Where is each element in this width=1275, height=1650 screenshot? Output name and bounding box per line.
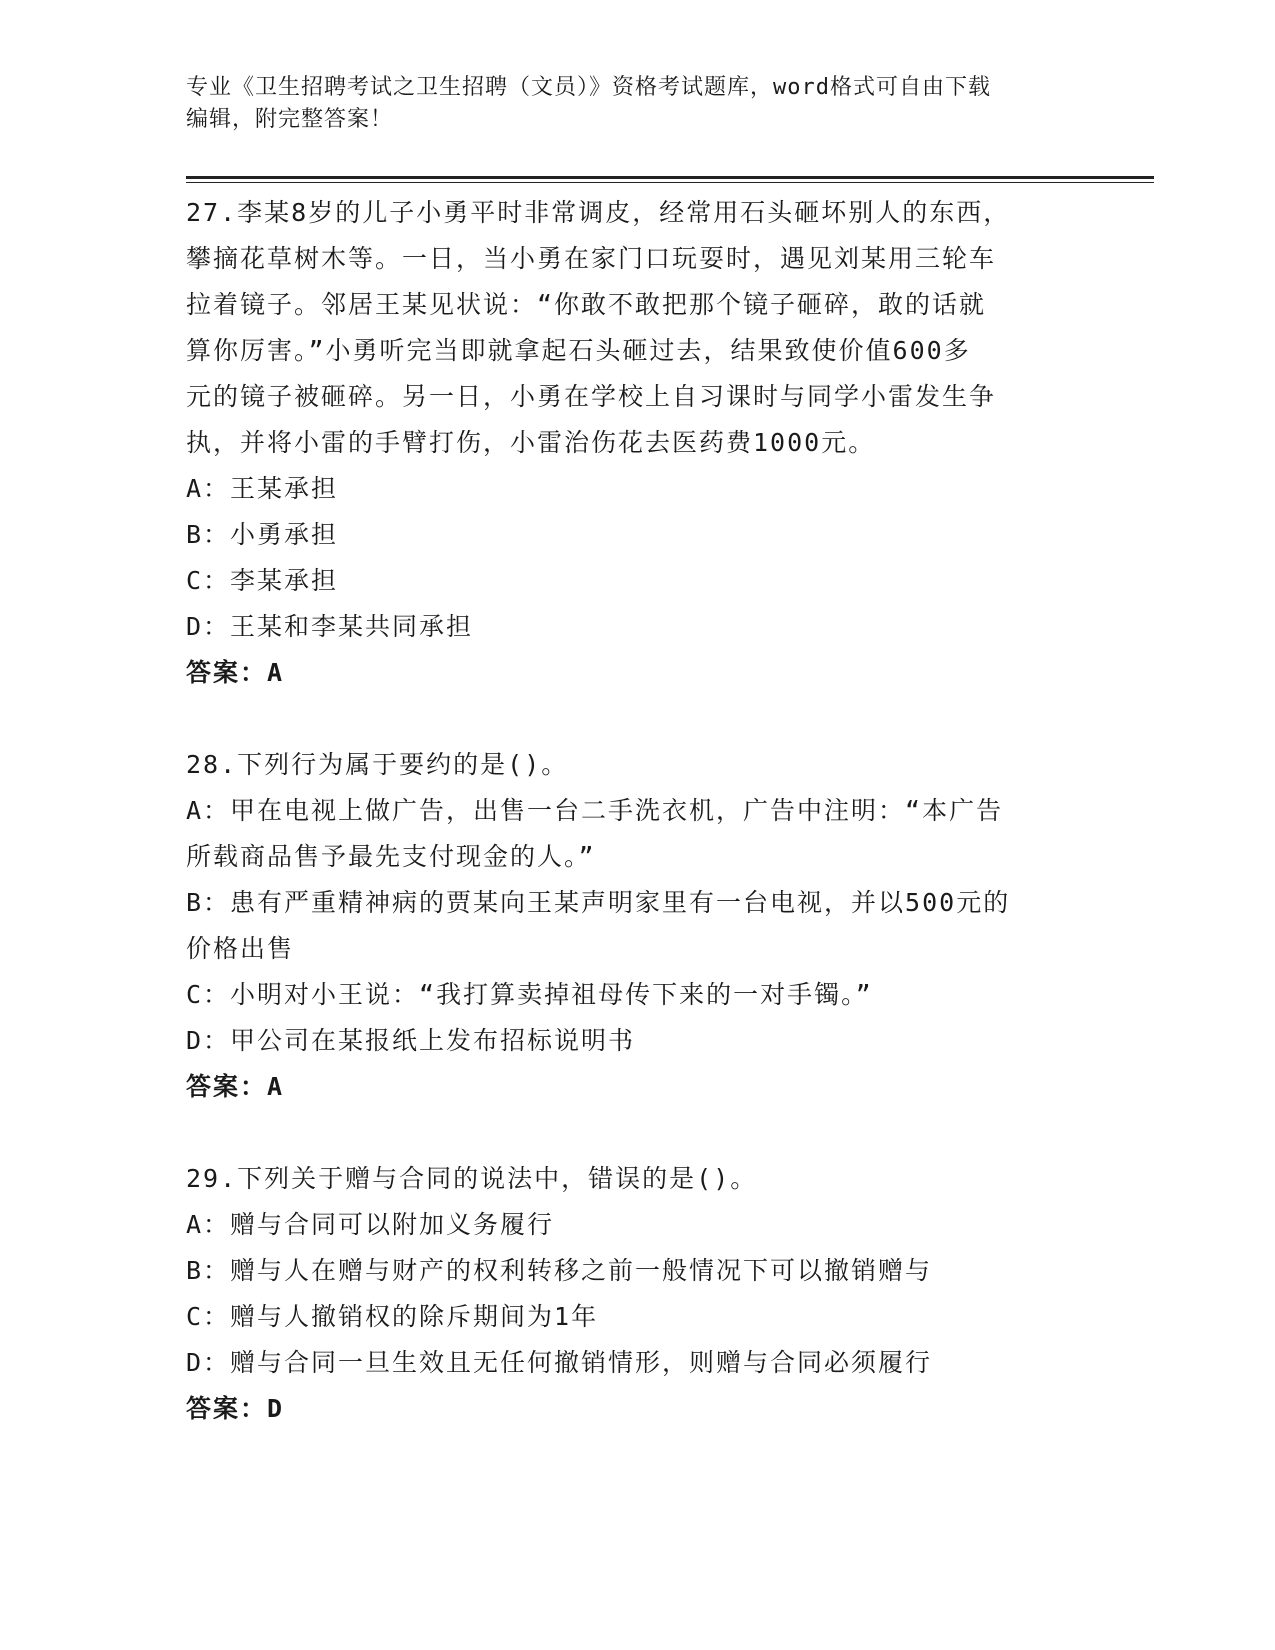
option-a: A：王某承担 bbox=[186, 474, 339, 503]
option-a: A：赠与合同可以附加义务履行 bbox=[186, 1210, 555, 1239]
question-text-line: 27.李某8岁的儿子小勇平时非常调皮，经常用石头砸坏别人的东西， bbox=[186, 198, 1011, 227]
question-text-line: 28.下列行为属于要约的是()。 bbox=[186, 750, 569, 779]
option-a: A：甲在电视上做广告，出售一台二手洗衣机，广告中注明：“本广告 bbox=[186, 796, 1004, 825]
option-b: B：赠与人在赠与财产的权利转移之前一般情况下可以撤销赠与 bbox=[186, 1256, 933, 1285]
question-27 bbox=[186, 190, 1086, 696]
header-rule-thick bbox=[186, 176, 1154, 179]
question-29 bbox=[186, 1156, 1086, 1432]
answer-label: 答案：A bbox=[186, 1072, 285, 1101]
document-header bbox=[186, 72, 1086, 136]
option-c: C：李某承担 bbox=[186, 566, 339, 595]
question-text-line: 元的镜子被砸碎。另一日，小勇在学校上自习课时与同学小雷发生争 bbox=[186, 382, 997, 411]
option-d: D：甲公司在某报纸上发布招标说明书 bbox=[186, 1026, 636, 1055]
question-text-line: 29.下列关于赠与合同的说法中，错误的是()。 bbox=[186, 1164, 758, 1193]
answer-label: 答案：D bbox=[186, 1394, 285, 1423]
option-b: B：患有严重精神病的贾某向王某声明家里有一台电视，并以500元的 bbox=[186, 888, 1011, 917]
option-a-continued: 所载商品售予最先支付现金的人。” bbox=[186, 842, 596, 871]
question-text-line: 执，并将小雷的手臂打伤，小雷治伤花去医药费1000元。 bbox=[186, 428, 876, 457]
option-c: C：小明对小王说：“我打算卖掉祖母传下来的一对手镯。” bbox=[186, 980, 873, 1009]
question-text-line: 算你厉害。”小勇听完当即就拿起石头砸过去，结果致使价值600多 bbox=[186, 336, 971, 365]
option-c: C：赠与人撤销权的除斥期间为1年 bbox=[186, 1302, 599, 1331]
header-line-2: 编辑，附完整答案！ bbox=[186, 107, 394, 132]
option-b-continued: 价格出售 bbox=[186, 934, 295, 963]
option-b: B：小勇承担 bbox=[186, 520, 339, 549]
question-text-line: 拉着镜子。邻居王某见状说：“你敢不敢把那个镜子砸碎，敢的话就 bbox=[186, 290, 987, 319]
option-d: D：王某和李某共同承担 bbox=[186, 612, 474, 641]
question-28 bbox=[186, 742, 1086, 1110]
header-rule-thin bbox=[186, 182, 1154, 183]
option-d: D：赠与合同一旦生效且无任何撤销情形，则赠与合同必须履行 bbox=[186, 1348, 933, 1377]
answer-label: 答案：A bbox=[186, 658, 285, 687]
question-text-line: 攀摘花草树木等。一日，当小勇在家门口玩耍时，遇见刘某用三轮车 bbox=[186, 244, 997, 273]
question-list bbox=[186, 190, 1086, 1478]
header-line-1: 专业《卫生招聘考试之卫生招聘（文员）》资格考试题库，word格式可自由下载 bbox=[186, 75, 991, 100]
